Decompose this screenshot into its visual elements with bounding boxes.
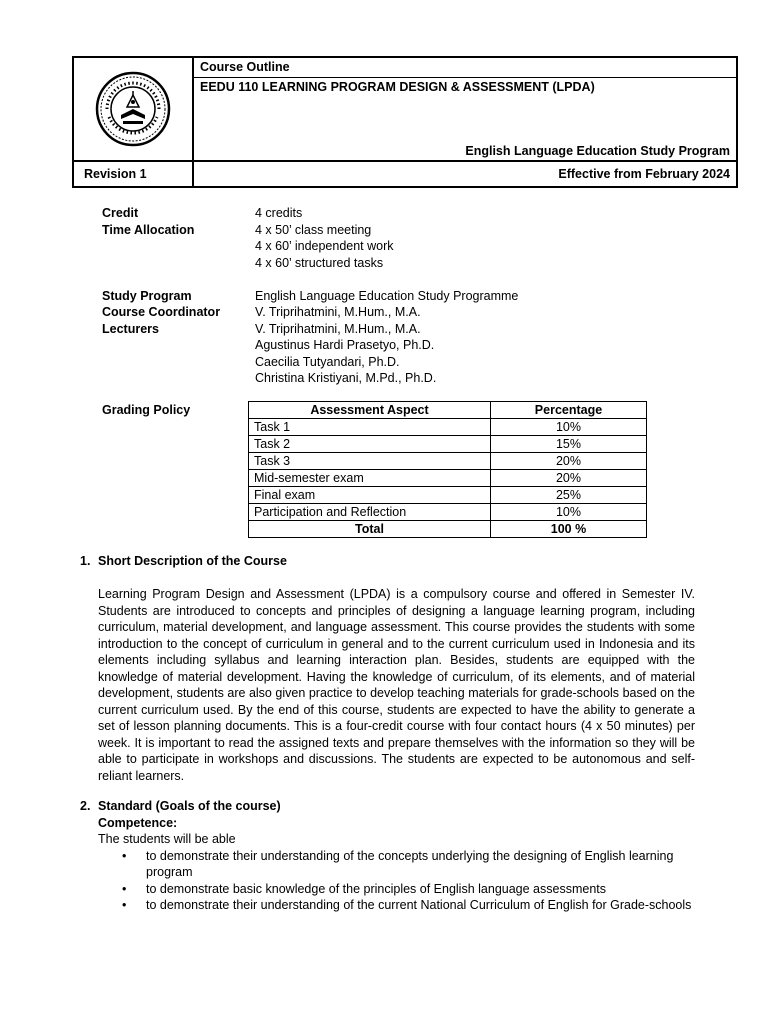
lecturer-name: V. Triprihatmini, M.Hum., M.A. bbox=[255, 321, 421, 336]
course-description: Learning Program Design and Assessment (LPDA) is a compulsory course and offered in Semester IV. Students are introduced to concepts and principles of designing a language learning program, including curriculum, material development, and language assessment. This course provides the students with some introduction to the concept of curriculum in general and to the current curriculum used in Indonesia and its elements including syllabus and learning interaction plan. Besides, students are equipped with the knowledge of material development. Having the knowledge of curriculum, of its elements, and of material development, students are also given practice to develop teaching materials for grade-schools based on the current curriculum used. By the end of this course, students are expected to have the ability to generate a set of lesson planning documents. This is a four-credit course with four contact hours (4 x 50 minutes) per week. It is important to read the assigned texts and prepare themselves with the information so they will be able to participate in workshops and discussions. The students are expected to be autonomous and self-reliant learners. bbox=[98, 587, 695, 783]
grading-policy-label: Grading Policy bbox=[102, 403, 191, 417]
total-label: Total bbox=[249, 521, 491, 538]
bullet-icon: • bbox=[122, 881, 127, 896]
competence-heading: Competence: bbox=[98, 815, 178, 830]
percentage-cell: 10% bbox=[491, 504, 647, 521]
time-allocation-label: Time Allocation bbox=[102, 222, 195, 237]
section-title: Short Description of the Course bbox=[98, 554, 287, 568]
table-header-row bbox=[249, 402, 647, 419]
table-row bbox=[249, 487, 647, 504]
table-row bbox=[249, 453, 647, 470]
time-value: 4 x 60’ structured tasks bbox=[255, 255, 384, 270]
study-program-name: English Language Education Study Program bbox=[465, 143, 730, 158]
percentage-cell: 25% bbox=[491, 487, 647, 504]
aspect-cell: Participation and Reflection bbox=[249, 504, 491, 521]
title-cell bbox=[194, 58, 736, 160]
course-info bbox=[102, 205, 662, 387]
lecturer-name: Christina Kristiyani, M.Pd., Ph.D. bbox=[255, 371, 437, 385]
lecturers-label: Lecturers bbox=[102, 321, 159, 336]
section-title: Standard (Goals of the course) bbox=[98, 799, 281, 813]
table-row bbox=[249, 470, 647, 487]
revision-label: Revision 1 bbox=[74, 162, 194, 186]
list-item bbox=[122, 897, 695, 914]
table-row bbox=[249, 436, 647, 453]
lecturer-name: Agustinus Hardi Prasetyo, Ph.D. bbox=[255, 338, 435, 352]
section-number: 2. bbox=[80, 799, 91, 813]
section-short-description bbox=[80, 553, 695, 784]
bullet-icon: • bbox=[122, 898, 127, 912]
percentage-cell: 15% bbox=[491, 436, 647, 453]
section-number: 1. bbox=[80, 554, 91, 568]
credit-row bbox=[102, 205, 662, 222]
course-title: EEDU 110 LEARNING PROGRAM DESIGN & ASSESSMENT (LPDA) bbox=[200, 80, 595, 94]
goals-list bbox=[122, 848, 695, 914]
effective-date: Effective from February 2024 bbox=[558, 167, 730, 181]
column-header: Assessment Aspect bbox=[249, 402, 491, 419]
aspect-cell: Task 2 bbox=[249, 436, 491, 453]
coordinator-row bbox=[102, 304, 662, 321]
university-logo-cell bbox=[74, 58, 194, 160]
table-row bbox=[249, 419, 647, 436]
table-row bbox=[249, 504, 647, 521]
time-value: 4 x 60’ independent work bbox=[255, 239, 394, 253]
section-heading bbox=[80, 553, 695, 570]
section-standard bbox=[80, 798, 695, 914]
aspect-cell: Task 1 bbox=[249, 419, 491, 436]
goal-text: to demonstrate basic knowledge of the principles of English language assessments bbox=[146, 881, 606, 896]
section-heading bbox=[80, 798, 695, 815]
time-allocation-row bbox=[102, 222, 662, 272]
percentage-cell: 10% bbox=[491, 419, 647, 436]
lecturer-name: Caecilia Tutyandari, Ph.D. bbox=[255, 354, 400, 369]
goals-intro: The students will be able bbox=[98, 832, 236, 846]
coordinator-value: V. Triprihatmini, M.Hum., M.A. bbox=[255, 305, 421, 319]
goal-text: to demonstrate their understanding of the concepts underlying the designing of English learning program bbox=[146, 848, 674, 879]
lecturers-row bbox=[102, 321, 662, 387]
list-item bbox=[122, 848, 695, 881]
university-seal-icon bbox=[93, 69, 173, 149]
coordinator-label: Course Coordinator bbox=[102, 305, 221, 319]
list-item bbox=[122, 881, 695, 898]
grading-table bbox=[248, 401, 647, 538]
doc-type: Course Outline bbox=[194, 58, 736, 78]
percentage-cell: 20% bbox=[491, 453, 647, 470]
aspect-cell: Task 3 bbox=[249, 453, 491, 470]
credit-value: 4 credits bbox=[255, 206, 303, 220]
column-header: Percentage bbox=[491, 402, 647, 419]
credit-label: Credit bbox=[102, 206, 139, 220]
study-program-label: Study Program bbox=[102, 288, 192, 303]
total-value: 100 % bbox=[491, 521, 647, 538]
bullet-icon: • bbox=[122, 848, 127, 863]
percentage-cell: 20% bbox=[491, 470, 647, 487]
aspect-cell: Final exam bbox=[249, 487, 491, 504]
goal-text: to demonstrate their understanding of the current National Curriculum of English for Grade-schools bbox=[146, 898, 692, 912]
study-program-row bbox=[102, 288, 662, 305]
aspect-cell: Mid-semester exam bbox=[249, 470, 491, 487]
total-row bbox=[249, 521, 647, 538]
study-program-value: English Language Education Study Programme bbox=[255, 288, 519, 303]
time-value: 4 x 50’ class meeting bbox=[255, 222, 372, 237]
document-header bbox=[72, 56, 738, 188]
